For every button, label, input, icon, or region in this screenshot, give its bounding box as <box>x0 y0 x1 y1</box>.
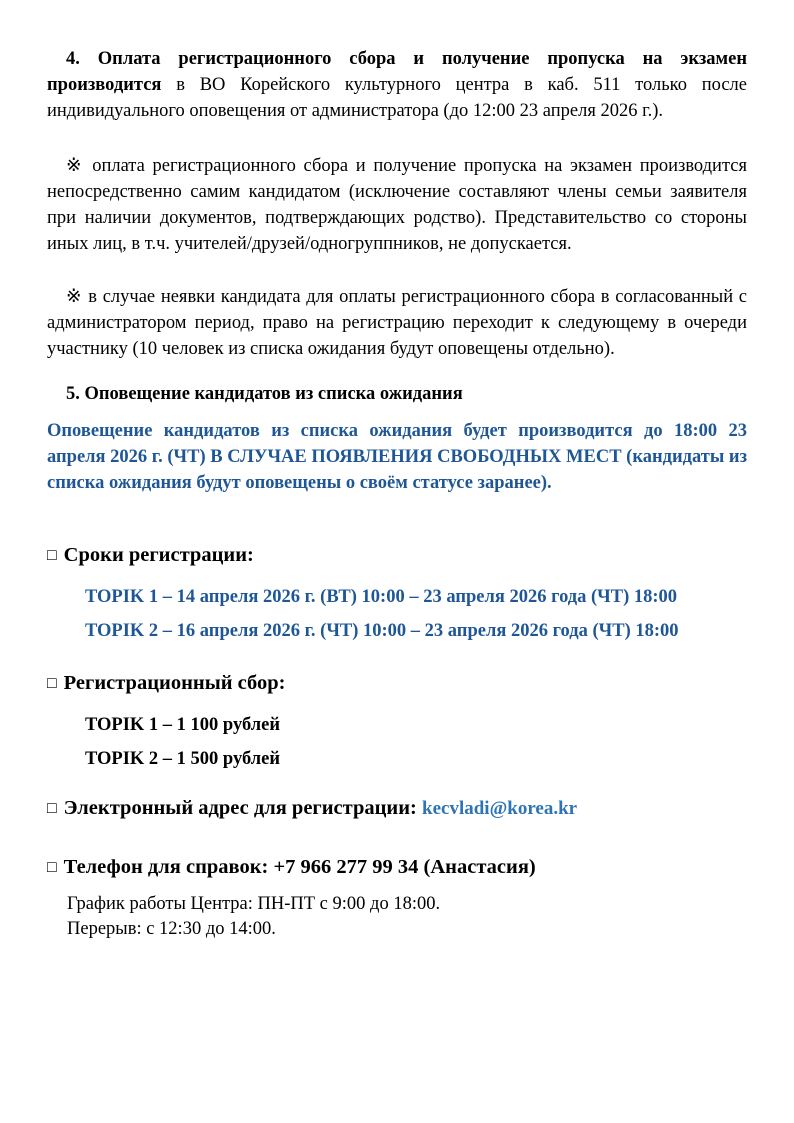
square-bullet-icon: □ <box>47 547 57 564</box>
registration-fee-heading <box>47 669 747 699</box>
email-link[interactable]: kecvladi@korea.kr <box>422 798 578 819</box>
square-bullet-icon: □ <box>47 675 57 692</box>
schedule-line-hours: График работы Центра: ПН-ПТ с 9:00 до 18:00. <box>67 894 441 914</box>
registration-fee-heading-label: Регистрационный сбор: <box>63 672 286 694</box>
registration-fee-section <box>47 669 747 772</box>
square-bullet-icon: □ <box>47 800 57 817</box>
topik1-fee: TOPIK 1 – 1 100 рублей <box>85 715 280 735</box>
email-row <box>47 794 747 824</box>
registration-dates-heading <box>47 541 747 571</box>
waitlist-notice: Оповещение кандидатов из списка ожидания будет производится до 18:00 23 апреля 2026 г. (ЧТ) В СЛУЧАЕ ПОЯВЛЕНИЯ СВОБОДНЫХ МЕСТ (кандидаты из списка ожидания будут оповещены о своём статусе заранее). <box>47 421 748 493</box>
topik2-dates: TOPIK 2 – 16 апреля 2026 г. (ЧТ) 10:00 – 23 апреля 2026 года (ЧТ) 18:00 <box>85 621 679 641</box>
topik1-dates: TOPIK 1 – 14 апреля 2026 г. (ВТ) 10:00 – 23 апреля 2026 года (ЧТ) 18:00 <box>85 587 678 607</box>
schedule-line-break: Перерыв: с 12:30 до 14:00. <box>67 919 276 939</box>
square-bullet-icon: □ <box>47 859 57 876</box>
payment-paragraph-bold-lead: 4. Оплата регистрационного сбора и получение пропуска на экзамен производится <box>47 49 747 95</box>
topik2-fee: TOPIK 2 – 1 500 рублей <box>85 749 280 769</box>
registration-dates-heading-label: Сроки регистрации: <box>63 544 254 566</box>
payment-paragraph-rest: в ВО Корейского культурного центра в каб. 511 только после индивидуального оповещения от администратора (до 12:00 23 апреля 2026 г.). <box>47 75 747 121</box>
section-5-heading: 5. Оповещение кандидатов из списка ожидания <box>66 384 463 404</box>
note-payment-by-candidate: ※ оплата регистрационного сбора и получение пропуска на экзамен производится непосредственно самим кандидатом (исключение составляют члены семьи заявителя при наличии документов, подтверждающих родство). Представительство со стороны иных лиц, в т.ч. учителей/друзей/одногруппников, не допускается. <box>47 156 747 254</box>
email-label: Электронный адрес для регистрации: <box>63 797 417 819</box>
registration-dates-section <box>47 541 747 644</box>
phone-label: Телефон для справок: <box>63 856 269 878</box>
payment-paragraph <box>47 46 747 124</box>
note-no-show: ※ в случае неявки кандидата для оплаты регистрационного сбора в согласованный с администратором период, право на регистрацию переходит к следующему в очереди участнику (10 человек из списка ожидания будут оповещены отдельно). <box>47 287 747 359</box>
phone-value: +7 966 277 99 34 (Анастасия) <box>273 856 536 878</box>
phone-row <box>47 853 747 883</box>
